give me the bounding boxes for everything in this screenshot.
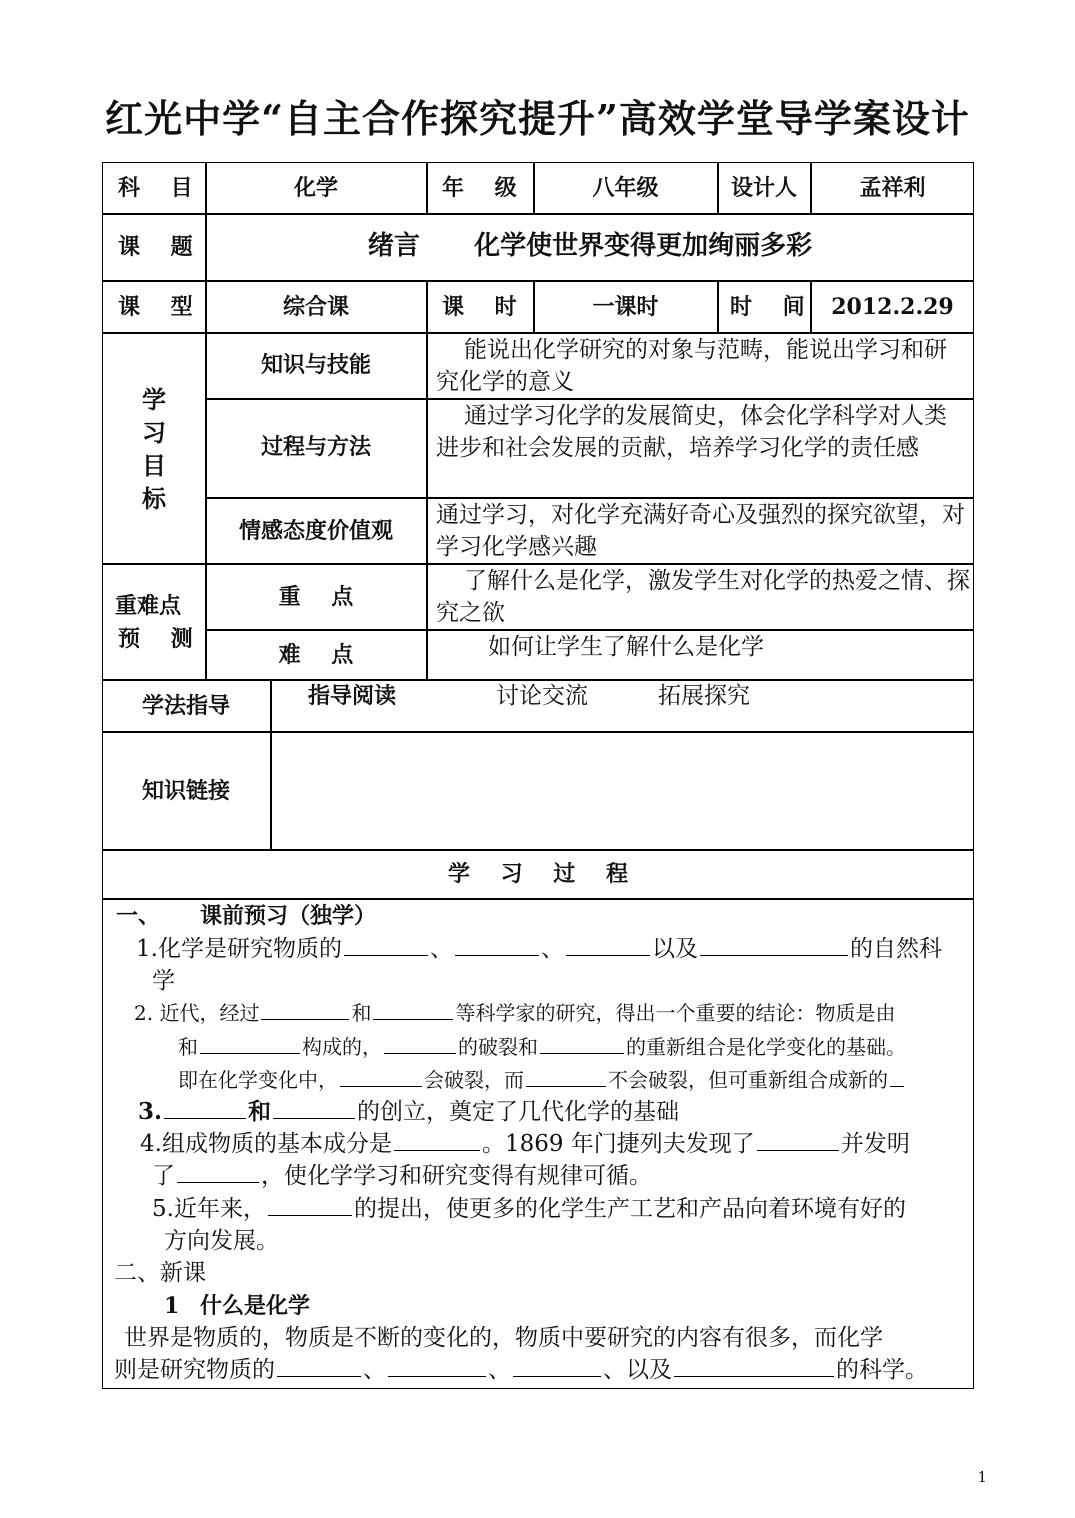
question-text: 4.组成物质的基本成分是	[140, 1131, 392, 1157]
method-item: 讨论交流	[496, 683, 588, 709]
question-4	[140, 1128, 910, 1160]
question-text: 、	[488, 1357, 511, 1383]
objective-text: 通过学习，对化学充满好奇心及强烈的探究欲望，对学习化学感兴趣	[436, 502, 965, 560]
question-text: 的科学。	[836, 1357, 928, 1383]
question-text: 、	[363, 1357, 386, 1383]
question-4-line-2	[152, 1160, 652, 1192]
objectives-label: 学习目标	[142, 385, 166, 513]
preview-heading-number: 一、	[116, 903, 161, 929]
objective-text: 能说出化学研究的对象与范畴，能说出学习和研究化学的意义	[436, 337, 947, 395]
row-divider	[102, 213, 974, 215]
question-5-line-2: 方向发展。	[164, 1228, 279, 1254]
question-5	[152, 1193, 906, 1225]
answer-blank[interactable]	[277, 1354, 361, 1377]
grade-value: 八年级	[592, 175, 659, 201]
new-lesson-heading: 二、新课	[114, 1260, 206, 1286]
question-text: 即在化学变化中，	[178, 1068, 338, 1092]
answer-blank[interactable]	[373, 999, 453, 1020]
question-text: 3.	[138, 1098, 163, 1125]
page-title: 红光中学“自主合作探究提升”高效学堂导学案设计	[105, 96, 970, 141]
question-text: 等科学家的研究，得出一个重要的结论：物质是由	[455, 1001, 896, 1025]
new-lesson-paragraph-2	[114, 1354, 928, 1386]
method-item: 拓展探究	[658, 683, 750, 709]
objective-name: 知识与技能	[260, 352, 371, 378]
designer-label: 设计人	[730, 175, 797, 201]
question-text: 。1869 年门捷列夫发现了	[481, 1131, 755, 1157]
answer-blank[interactable]	[674, 1354, 834, 1377]
method-label: 学法指导	[141, 693, 230, 719]
question-text: 、以及	[603, 1357, 672, 1383]
answer-blank[interactable]	[455, 933, 539, 956]
answer-blank[interactable]	[388, 1354, 486, 1377]
difficulty-label: 难 点	[278, 642, 354, 668]
answer-blank[interactable]	[268, 1193, 352, 1216]
question-text: 构成的，	[302, 1035, 382, 1059]
answer-blank[interactable]	[890, 1066, 904, 1087]
column-divider	[717, 280, 719, 332]
answer-blank[interactable]	[540, 1033, 624, 1054]
question-2-line-3	[178, 1064, 906, 1096]
question-text: 则是研究物质的	[114, 1357, 275, 1383]
new-lesson-subheading-number: 1	[164, 1293, 180, 1319]
focus-label-2: 预 测	[118, 626, 193, 652]
question-text: 的创立，奠定了几代化学的基础	[357, 1099, 680, 1125]
key-point-text: 了解什么是化学，激发学生对化学的热爱之情、探究之欲	[436, 568, 970, 626]
question-2-line-2	[178, 1031, 906, 1063]
row-divider	[102, 280, 974, 282]
method-item: 指导阅读	[308, 683, 397, 709]
answer-blank[interactable]	[757, 1128, 839, 1151]
question-text: 5.近年来，	[152, 1196, 266, 1222]
question-text: 1.化学是研究物质的	[136, 936, 342, 962]
time-value: 2012.2.29	[831, 294, 954, 320]
subject-label: 科 目	[118, 175, 193, 201]
answer-blank[interactable]	[177, 1160, 259, 1183]
grade-label: 年 级	[442, 175, 517, 201]
question-text: 的破裂和	[458, 1035, 538, 1059]
row-divider	[102, 849, 974, 851]
column-divider	[426, 280, 428, 679]
difficulty-text: 如何让学生了解什么是化学	[488, 634, 764, 660]
process-title: 学 习 过 程	[448, 861, 628, 887]
hours-label: 课 时	[442, 294, 517, 320]
question-text: 会破裂，而	[424, 1068, 524, 1092]
knowledge-link-label: 知识链接	[141, 778, 230, 804]
question-3	[138, 1096, 679, 1128]
question-1-wrap: 学	[152, 968, 175, 994]
type-label: 课 型	[118, 294, 193, 320]
type-value: 综合课	[282, 294, 349, 320]
page-number: 1	[977, 1468, 987, 1486]
topic-label: 课 题	[118, 234, 193, 260]
question-text: 2. 近代，经过	[134, 1001, 260, 1025]
key-point-label: 重 点	[278, 584, 354, 610]
preview-heading: 课前预习（独学）	[200, 903, 377, 929]
answer-blank[interactable]	[700, 933, 848, 956]
question-text: 和	[248, 1098, 272, 1125]
question-text: 的提出，使更多的化学生产工艺和产品向着环境有好的	[353, 1196, 906, 1222]
question-text: 和	[351, 1001, 372, 1025]
question-text: 以及	[651, 936, 698, 962]
designer-value: 孟祥利	[859, 175, 926, 201]
question-text: 、	[429, 936, 453, 962]
new-lesson-subheading: 什么是化学	[200, 1293, 311, 1319]
hours-value: 一课时	[592, 294, 659, 320]
objective-name: 过程与方法	[260, 434, 371, 460]
column-divider	[270, 679, 272, 849]
answer-blank[interactable]	[344, 933, 428, 956]
question-text: 并发明	[840, 1131, 910, 1157]
answer-blank[interactable]	[200, 1033, 300, 1054]
answer-blank[interactable]	[384, 1033, 456, 1054]
focus-label: 重难点	[115, 593, 182, 619]
question-text: 的重新组合是化学变化的基础。	[626, 1035, 906, 1059]
question-text: 和	[178, 1035, 198, 1059]
question-text: 、	[540, 936, 564, 962]
question-text: 了	[152, 1163, 175, 1189]
question-text: ，使化学学习和研究变得有规律可循。	[261, 1163, 652, 1189]
question-text: 不会破裂，但可重新组合成新的	[608, 1068, 888, 1092]
objective-text: 通过学习化学的发展简史，体会化学科学对人类进步和社会发展的贡献，培养学习化学的责任感	[436, 403, 947, 461]
objective-name: 情感态度价值观	[238, 518, 393, 544]
question-2	[134, 997, 895, 1029]
column-divider	[426, 162, 428, 214]
answer-blank[interactable]	[566, 933, 650, 956]
question-text: 的自然科	[849, 936, 942, 962]
row-divider	[102, 731, 974, 733]
subject-value: 化学	[293, 175, 338, 201]
answer-blank[interactable]	[261, 999, 349, 1020]
topic-value: 绪言 化学使世界变得更加绚丽多彩	[367, 231, 813, 261]
time-label: 时 间	[730, 294, 805, 320]
new-lesson-paragraph: 世界是物质的，物质是不断的变化的，物质中要研究的内容有很多，而化学	[124, 1325, 883, 1351]
question-1	[136, 933, 942, 965]
answer-blank[interactable]	[164, 1096, 246, 1119]
answer-blank[interactable]	[273, 1096, 355, 1119]
answer-blank[interactable]	[513, 1354, 601, 1377]
answer-blank[interactable]	[340, 1066, 422, 1087]
answer-blank[interactable]	[526, 1066, 606, 1087]
answer-blank[interactable]	[394, 1128, 480, 1151]
